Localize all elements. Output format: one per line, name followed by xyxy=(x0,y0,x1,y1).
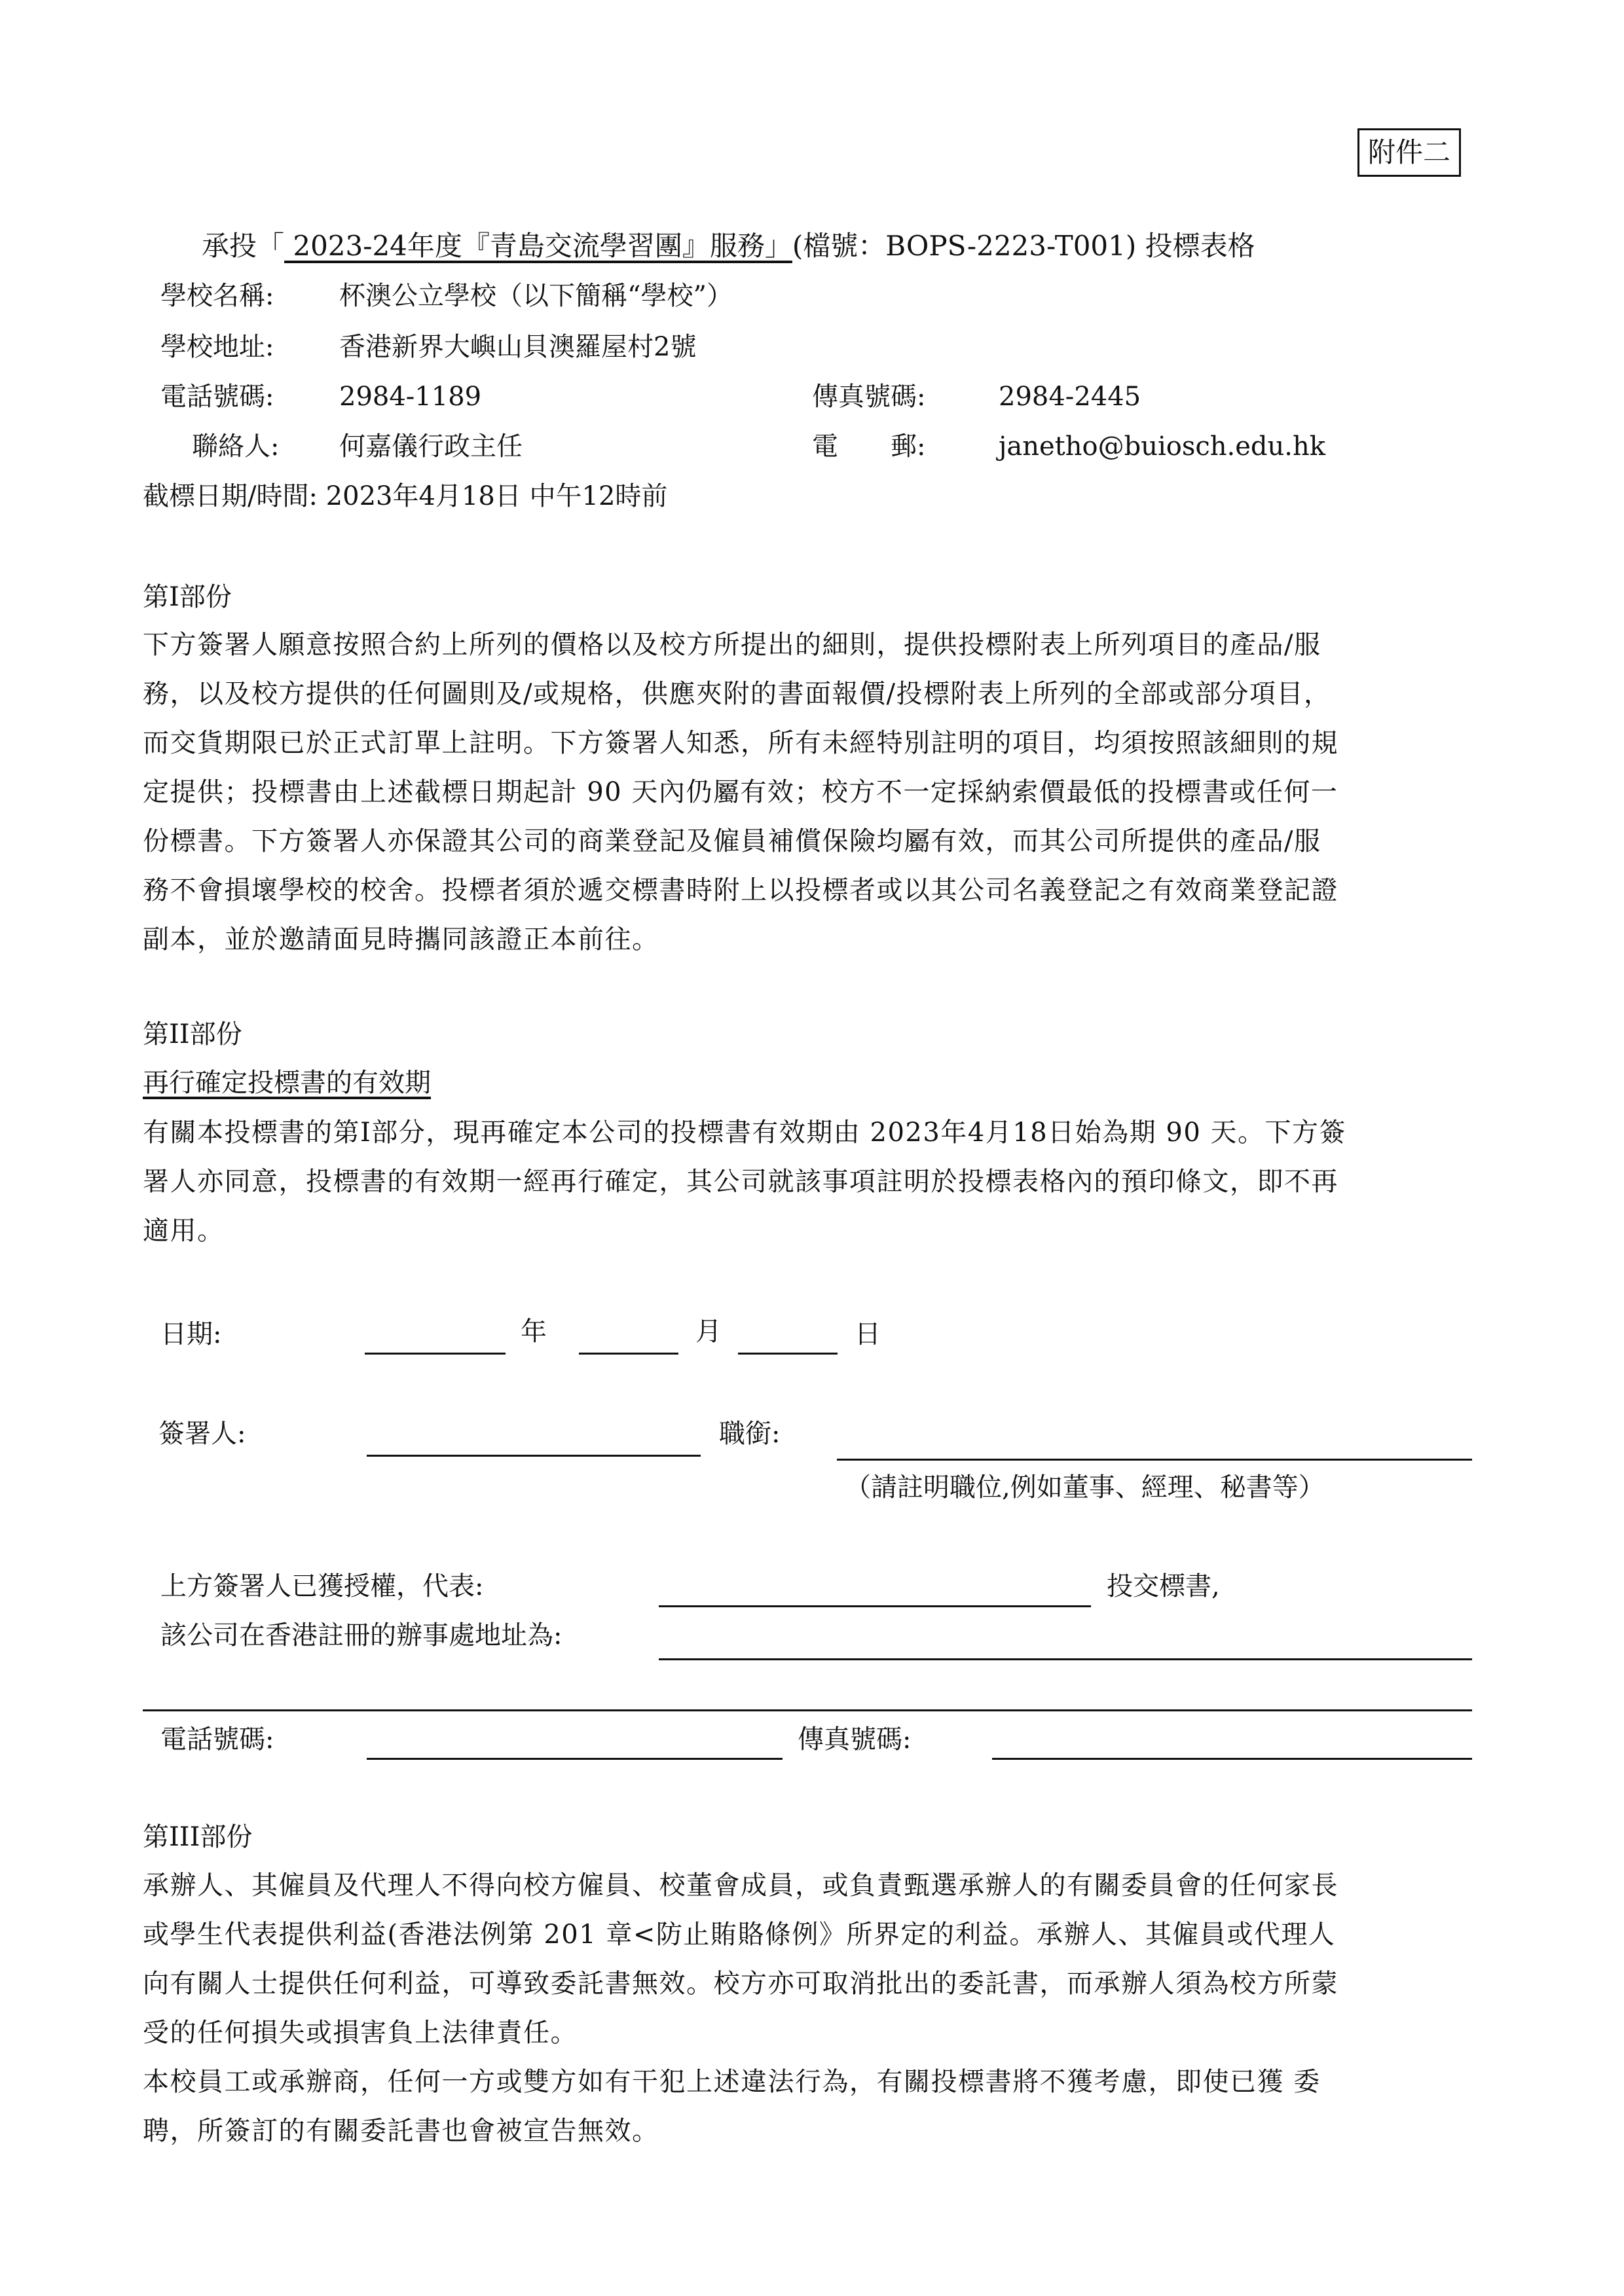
title-project: 2023-24年度『青島交流學習團』服務」 xyxy=(284,230,792,262)
school-fax-label: 傳真號碼: xyxy=(812,382,926,412)
part2-heading: 第II部份 xyxy=(143,1019,242,1049)
tender-deadline: 截標日期/時間: 2023年4月18日 中午12時前 xyxy=(143,481,668,511)
year-field[interactable] xyxy=(365,1353,506,1355)
part2-line: 適用。 xyxy=(143,1216,225,1246)
part1-line: 下方簽署人願意按照合約上所列的價格以及校方所提出的細則，提供投標附表上所列項目的產品/服 xyxy=(143,630,1321,660)
part2-line: 有關本投標書的第I部分，現再確定本公司的投標書有效期由 2023年4月18日始為期 90 天。下方簽 xyxy=(143,1118,1346,1148)
day-field[interactable] xyxy=(738,1353,838,1355)
company-phone-field[interactable] xyxy=(367,1758,783,1760)
authorized-label: 上方簽署人已獲授權，代表: xyxy=(160,1571,484,1601)
part2-line: 署人亦同意，投標書的有效期一經再行確定，其公司就該事項註明於投標表格內的預印條文，即不再 xyxy=(143,1167,1338,1197)
signatory-field[interactable] xyxy=(367,1455,701,1457)
part1-line: 份標書。下方簽署人亦保證其公司的商業登記及僱員補償保險均屬有效，而其公司所提供的產品/服 xyxy=(143,826,1321,856)
part3-heading: 第III部份 xyxy=(143,1822,253,1852)
part2-subheading: 再行確定投標書的有效期 xyxy=(143,1068,431,1098)
title-prefix: 承投「 xyxy=(202,230,285,262)
part1-line: 定提供；投標書由上述截標日期起計 90 天內仍屬有效；校方不一定採納索價最低的投標書或任何一 xyxy=(143,777,1338,807)
contact-value: 何嘉儀行政主任 xyxy=(339,431,523,462)
school-phone-label: 電話號碼: xyxy=(160,382,274,412)
school-address-label: 學校地址: xyxy=(160,332,274,362)
part3-line: 本校員工或承辦商，任何一方或雙方如有干犯上述違法行為，有關投標書將不獲考慮，即使已獲 委 xyxy=(143,2067,1321,2097)
part3-line: 聘，所簽訂的有關委託書也會被宣告無效。 xyxy=(143,2116,659,2146)
school-phone-value: 2984-1189 xyxy=(339,382,482,412)
office-address-field[interactable] xyxy=(659,1658,1472,1660)
part3-line: 受的任何損失或損害負上法律責任。 xyxy=(143,2018,578,2048)
company-name-field[interactable] xyxy=(659,1605,1091,1607)
part1-line: 務不會損壞學校的校舍。投標者須於遞交標書時附上以投標者或以其公司名義登記之有效商業登記證 xyxy=(143,875,1338,905)
part1-heading: 第I部份 xyxy=(143,582,232,612)
job-title-field[interactable] xyxy=(837,1459,1472,1461)
company-fax-label: 傳真號碼: xyxy=(798,1724,912,1755)
signatory-label: 簽署人: xyxy=(158,1419,246,1449)
school-address-value: 香港新界大嶼山貝澳羅屋村2號 xyxy=(339,332,697,362)
month-label: 月 xyxy=(695,1317,722,1347)
document-title xyxy=(202,229,1255,263)
email-label: 電 郵: xyxy=(812,431,926,462)
part1-line: 而交貨期限已於正式訂單上註明。下方簽署人知悉，所有未經特別註明的項目，均須按照該細則的規 xyxy=(143,728,1338,758)
part3-line: 或學生代表提供利益(香港法例第 201 章<防止賄賂條例》所界定的利益。承辦人、其僱員或代理人 xyxy=(143,1920,1336,1950)
part3-line: 承辦人、其僱員及代理人不得向校方僱員、校董會成員，或負責甄選承辦人的有關委員會的任何家長 xyxy=(143,1870,1338,1901)
title-file-no: (檔號：BOPS-2223-T001) 投標表格 xyxy=(792,230,1255,262)
school-fax-value: 2984-2445 xyxy=(999,382,1141,412)
part1-body xyxy=(143,621,1479,964)
job-title-note: （請註明職位,例如董事、經理、秘書等） xyxy=(845,1472,1325,1503)
school-name-label: 學校名稱: xyxy=(160,281,274,311)
contact-label: 聯絡人: xyxy=(192,431,280,462)
part3-body xyxy=(143,1861,1479,2156)
submit-tender-label: 投交標書, xyxy=(1107,1571,1220,1601)
job-title-label: 職銜: xyxy=(719,1419,781,1449)
year-label: 年 xyxy=(521,1317,547,1347)
email-value: janetho@buiosch.edu.hk xyxy=(999,431,1326,462)
part1-line: 務，以及校方提供的任何圖則及/或規格，供應夾附的書面報價/投標附表上所列的全部或部分項目， xyxy=(143,679,1331,709)
office-address-label: 該公司在香港註冊的辦事處地址為: xyxy=(160,1620,563,1650)
part1-line: 副本，並於邀請面見時攜同該證正本前往。 xyxy=(143,924,659,955)
school-name-value: 杯澳公立學校（以下簡稱“學校”） xyxy=(339,281,733,311)
part3-line: 向有關人士提供任何利益，可導致委託書無效。校方亦可取消批出的委託書，而承辦人須為校方所蒙 xyxy=(143,1969,1338,1999)
part2-body xyxy=(143,1108,1479,1256)
office-address-field-line2[interactable] xyxy=(143,1709,1472,1711)
date-label: 日期: xyxy=(160,1319,222,1349)
day-label: 日 xyxy=(855,1319,881,1349)
month-field[interactable] xyxy=(579,1353,678,1355)
company-phone-label: 電話號碼: xyxy=(160,1724,274,1755)
company-fax-field[interactable] xyxy=(992,1758,1472,1760)
annex-label: 附件二 xyxy=(1357,128,1461,177)
